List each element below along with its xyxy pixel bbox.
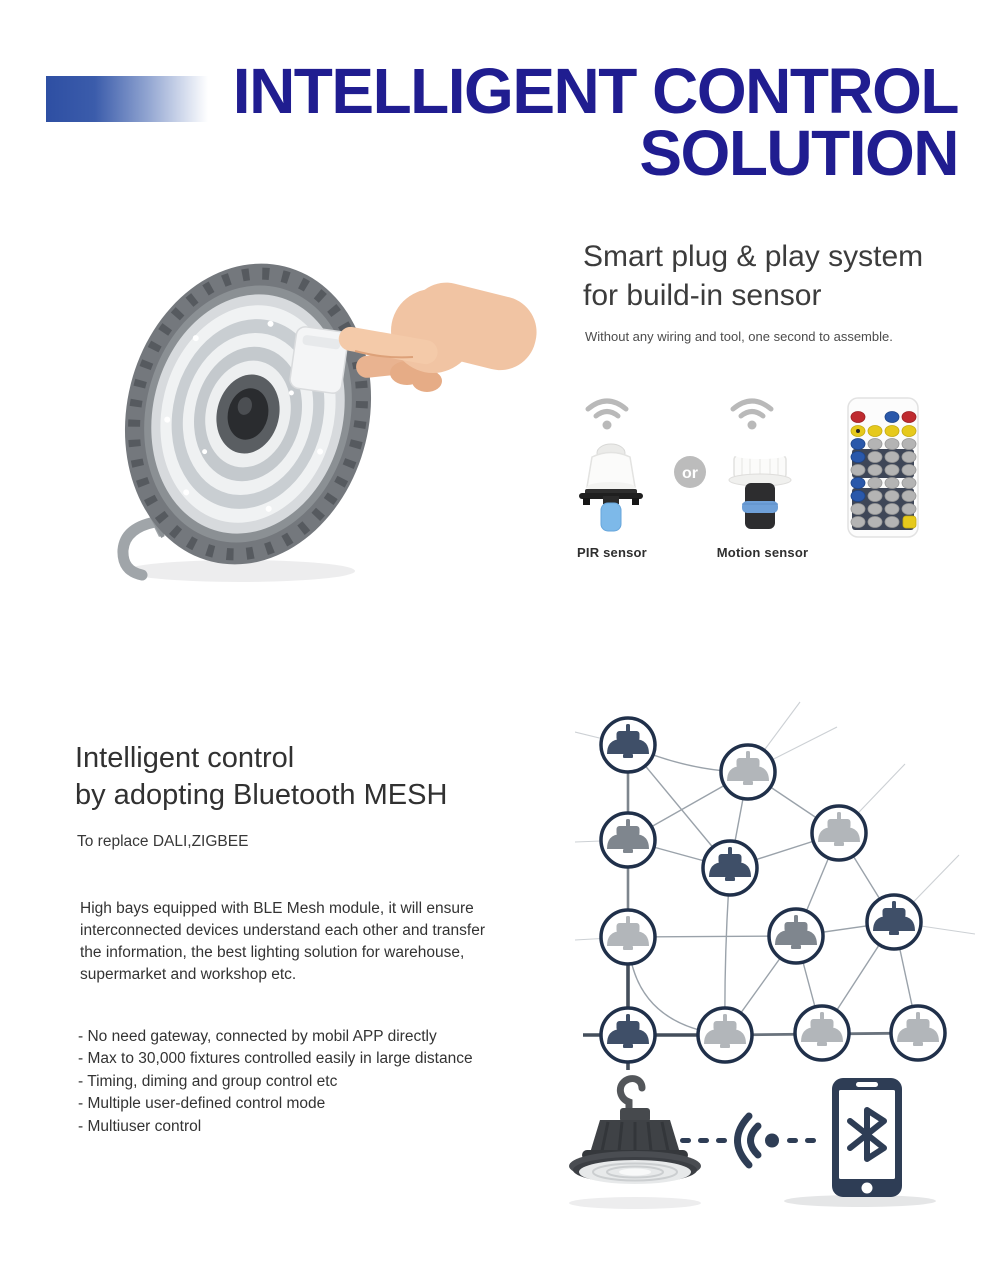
- pir-sensor-label: PIR sensor: [577, 545, 647, 560]
- wifi-icon: [733, 401, 771, 430]
- ufo-highbay-image: [569, 1079, 701, 1184]
- or-badge: [674, 456, 706, 488]
- feature-item: - Max to 30,000 fixtures controlled easily in large distance: [78, 1050, 473, 1068]
- pir-sensor-image: [579, 444, 643, 531]
- mesh-network-diagram: [575, 692, 975, 1082]
- motion-sensor-image: [729, 451, 791, 529]
- sensor-options-illustration: [570, 385, 960, 570]
- feature-item: - Multiple user-defined control mode: [78, 1095, 326, 1113]
- motion-sensor-label: Motion sensor: [716, 545, 809, 560]
- mesh-paragraph: High bays equipped with BLE Mesh module, it will ensure interconnected devices understand each other and transfer the information, the best lighting solution for warehouse, supermarket and workshop etc.: [80, 900, 485, 983]
- led-disc: [94, 237, 402, 588]
- highbay-sensor-photo: [55, 233, 545, 588]
- remote-control-image: [848, 398, 918, 537]
- feature-list: [78, 1026, 518, 1138]
- page-title: [58, 55, 958, 189]
- plug-play-heading-line1: Smart plug & play system: [583, 240, 924, 273]
- plug-play-heading: [583, 237, 973, 315]
- plug-play-subtitle: Without any wiring and tool, one second to assemble.: [585, 329, 893, 344]
- mesh-heading: [75, 740, 535, 814]
- page-title-line2: SOLUTION: [639, 117, 958, 189]
- bluetooth-connection-illustration: [530, 1060, 950, 1220]
- hand: [337, 275, 544, 392]
- mesh-heading-line2: by adopting Bluetooth MESH: [75, 779, 448, 811]
- or-label: or: [682, 465, 698, 482]
- mesh-links: [628, 745, 918, 1035]
- mesh-nodes: [601, 718, 945, 1062]
- plug-play-heading-line2: for build-in sensor: [583, 279, 822, 312]
- mesh-heading-line1: Intelligent control: [75, 742, 295, 774]
- page-title-line1: INTELLIGENT CONTROL: [232, 55, 958, 127]
- smartphone-image: [832, 1078, 902, 1197]
- signal-waves-icon: [680, 1116, 816, 1165]
- feature-item: - No need gateway, connected by mobil APP directly: [78, 1028, 437, 1045]
- wifi-icon: [588, 401, 626, 430]
- mesh-subtitle: To replace DALI,ZIGBEE: [77, 833, 249, 850]
- feature-item: - Multiuser control: [78, 1117, 202, 1135]
- feature-item: - Timing, diming and group control etc: [78, 1072, 338, 1090]
